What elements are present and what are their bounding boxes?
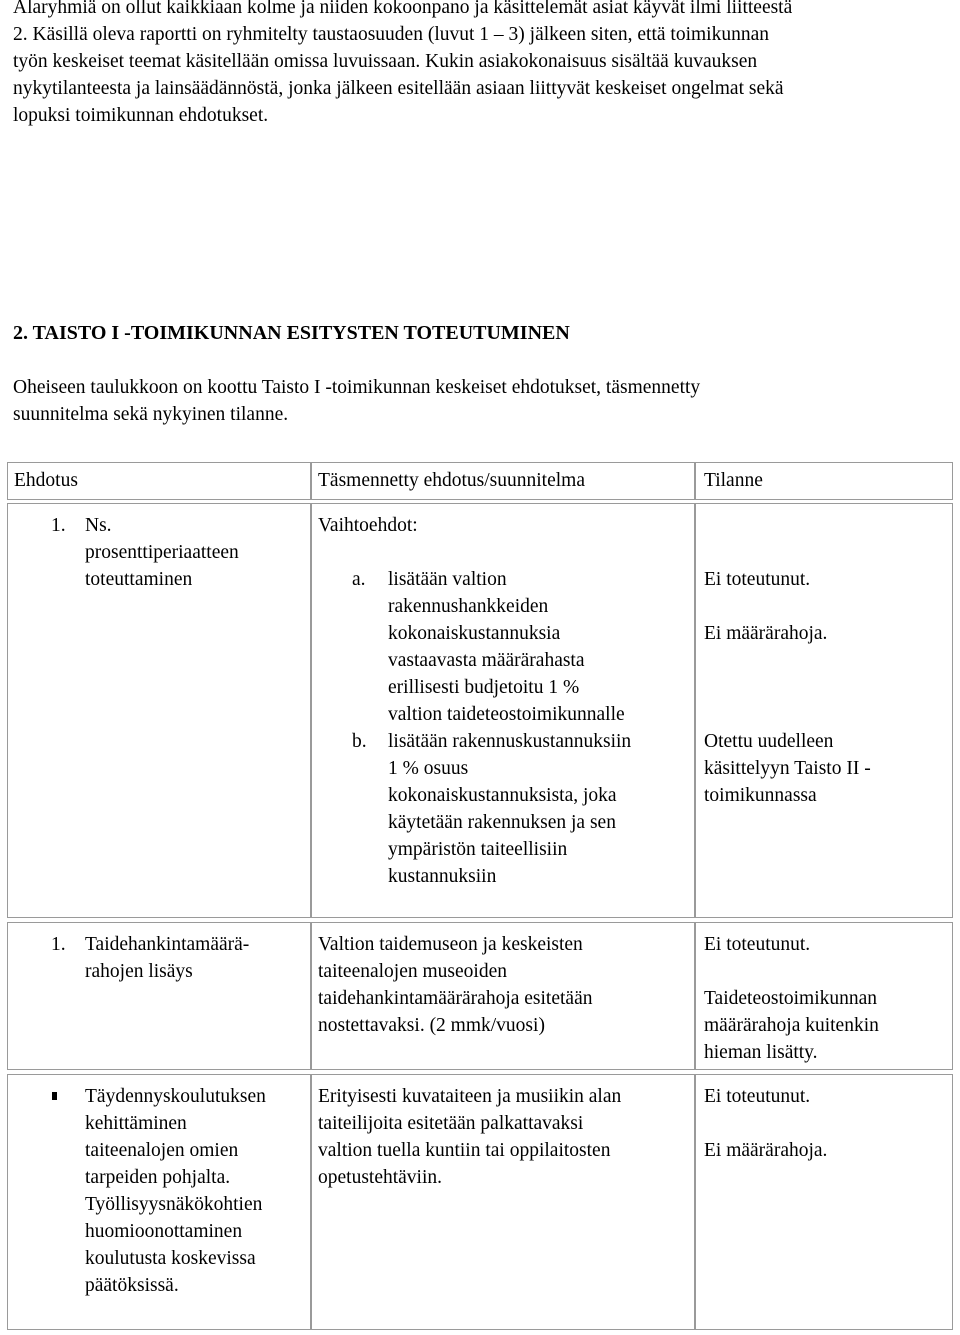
proposal-line: rahojen lisäys	[85, 961, 193, 982]
plan-line: taidehankintamäärärahoja esitetään	[318, 988, 593, 1009]
proposal-line: Täydennyskoulutuksen	[85, 1086, 266, 1107]
row3-proposal-cell	[7, 1074, 311, 1330]
status-line: käsittelyyn Taisto II -	[704, 758, 871, 779]
plan-line: taiteilijoita esitetään palkattavaksi	[318, 1113, 584, 1134]
header-cell-ehdotus	[7, 462, 311, 500]
status-text	[704, 728, 871, 809]
option-b-text	[388, 728, 631, 890]
proposal-line: tarpeiden pohjalta.	[85, 1167, 231, 1188]
status-line: Otettu uudelleen	[704, 731, 834, 752]
option-line: 1 % osuus	[388, 758, 469, 779]
status-text: Ei toteutunut.	[704, 934, 811, 955]
option-b-marker: b.	[352, 731, 367, 752]
option-line: kustannuksiin	[388, 866, 497, 887]
row3-proposal-text	[85, 1083, 266, 1299]
intro-paragraph	[13, 0, 948, 129]
intro-line: Alaryhmiä on ollut kaikkiaan kolme ja niiden kokoonpano ja käsittelemät asiat käyvät ilmi liitteestä	[13, 0, 793, 18]
option-line: erillisesti budjetoitu 1 %	[388, 677, 580, 698]
status-text: Ei toteutunut.	[704, 569, 811, 590]
option-line: rakennushankkeiden	[388, 596, 549, 617]
intro-line: työn keskeiset teemat käsitellään omissa luvuissaan. Kukin asiakokonaisuus sisältää kuvauksen	[13, 51, 758, 72]
row2-number: 1.	[51, 934, 66, 955]
status-text: Ei määrärahoja.	[704, 623, 828, 644]
status-line: määrärahoja kuitenkin	[704, 1015, 879, 1036]
proposal-line: huomioonottaminen	[85, 1221, 243, 1242]
plan-line: taiteenalojen museoiden	[318, 961, 507, 982]
option-a-text	[388, 566, 625, 728]
status-text	[704, 985, 879, 1066]
option-line: ympäristön taiteellisiin	[388, 839, 568, 860]
row1-plan-title: Vaihtoehdot:	[318, 515, 418, 536]
row3-plan-cell	[311, 1074, 695, 1330]
proposal-line: päätöksissä.	[85, 1275, 179, 1296]
section-heading: 2. TAISTO I -TOIMIKUNNAN ESITYSTEN TOTEUTUMINEN	[13, 322, 570, 344]
header-cell-plan	[311, 462, 695, 500]
option-line: vastaavasta määrärahasta	[388, 650, 585, 671]
lead-paragraph	[13, 374, 948, 428]
proposal-line: kehittäminen	[85, 1113, 187, 1134]
lead-line: suunnitelma sekä nykyinen tilanne.	[13, 404, 289, 425]
row2-plan-cell	[311, 922, 695, 1070]
proposal-line: prosenttiperiaatteen	[85, 542, 239, 563]
row3-plan-text	[318, 1083, 621, 1191]
plan-line: nostettavaksi. (2 mmk/vuosi)	[318, 1015, 545, 1036]
proposal-line: Ns.	[85, 515, 112, 536]
plan-line: opetustehtäviin.	[318, 1167, 443, 1188]
plan-line: Erityisesti kuvataiteen ja musiikin alan	[318, 1086, 622, 1107]
proposal-line: Taidehankintamäärä-	[85, 934, 250, 955]
lead-line: Oheiseen taulukkoon on koottu Taisto I -toimikunnan keskeiset ehdotukset, täsmennetty	[13, 377, 701, 398]
proposal-line: koulutusta koskevissa	[85, 1248, 256, 1269]
status-text: Ei toteutunut.	[704, 1086, 811, 1107]
intro-line: 2. Käsillä oleva raportti on ryhmitelty taustaosuuden (luvut 1 – 3) jälkeen siten, että toimikunnan	[13, 24, 769, 45]
plan-line: Valtion taidemuseon ja keskeisten	[318, 934, 583, 955]
row2-status-cell	[695, 922, 953, 1070]
option-line: valtion taideteostoimikunnalle	[388, 704, 625, 725]
option-line: kokonaiskustannuksista, joka	[388, 785, 617, 806]
intro-line: nykytilanteesta ja lainsäädännöstä, jonka jälkeen esitellään asiaan liittyvät keskeiset ongelmat sekä	[13, 78, 784, 99]
header-label: Tilanne	[704, 470, 763, 491]
header-label: Ehdotus	[14, 470, 78, 491]
row1-number: 1.	[51, 515, 66, 536]
row2-proposal-text	[85, 931, 249, 985]
row3-status-cell	[695, 1074, 953, 1330]
proposal-line: taiteenalojen omien	[85, 1140, 239, 1161]
intro-line: lopuksi toimikunnan ehdotukset.	[13, 105, 269, 126]
row2-proposal-cell	[7, 922, 311, 1070]
row1-plan-cell	[311, 503, 695, 918]
proposal-line: toteuttaminen	[85, 569, 193, 590]
proposal-line: Työllisyysnäkökohtien	[85, 1194, 263, 1215]
option-line: lisätään rakennuskustannuksiin	[388, 731, 632, 752]
square-bullet-icon	[52, 1092, 57, 1100]
row2-plan-text	[318, 931, 592, 1039]
plan-line: valtion tuella kuntiin tai oppilaitosten	[318, 1140, 611, 1161]
status-line: Taideteostoimikunnan	[704, 988, 878, 1009]
header-label: Täsmennetty ehdotus/suunnitelma	[318, 470, 585, 491]
option-line: käytetään rakennuksen ja sen	[388, 812, 616, 833]
status-line: toimikunnassa	[704, 785, 817, 806]
option-line: lisätään valtion	[388, 569, 507, 590]
option-line: kokonaiskustannuksia	[388, 623, 561, 644]
status-line: hieman lisätty.	[704, 1042, 818, 1063]
row1-proposal-text	[85, 512, 239, 593]
option-a-marker: a.	[352, 569, 366, 590]
row1-proposal-cell	[7, 503, 311, 918]
status-text: Ei määrärahoja.	[704, 1140, 828, 1161]
header-cell-status	[695, 462, 953, 500]
row1-status-cell	[695, 503, 953, 918]
